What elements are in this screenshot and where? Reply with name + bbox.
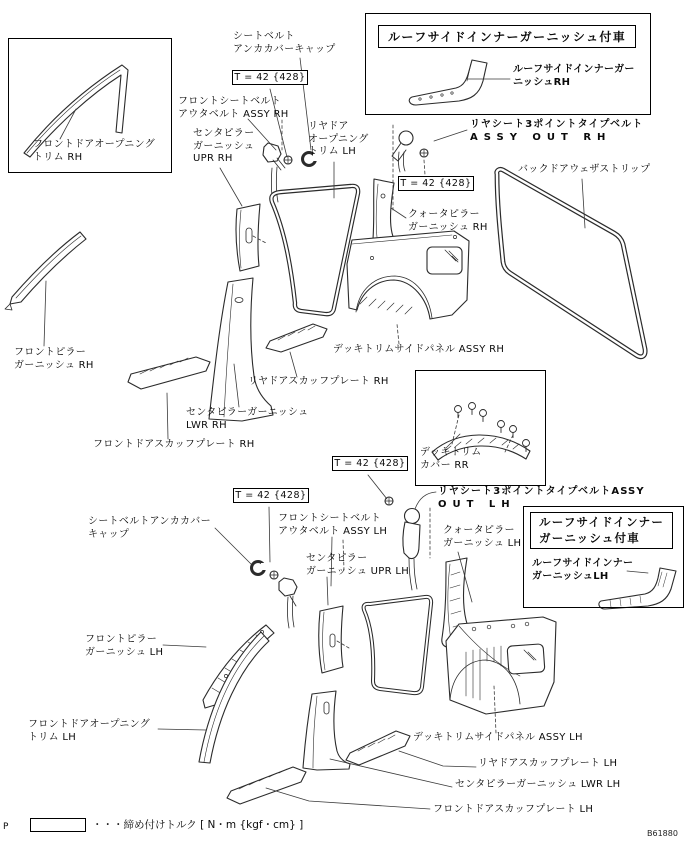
rear-door-scuff-plate-lh-drawing xyxy=(346,731,410,765)
label-roof-side-inner-garnish-lh: ルーフサイドインナー ガーニッシュLH xyxy=(532,558,634,582)
front-door-scuff-plate-lh-drawing xyxy=(227,767,306,804)
label-front-seatbelt-outer-belt-lh: フロントシートベルト アウタベルト ASSY LH xyxy=(278,513,388,537)
center-pillar-garnish-lwr-lh-drawing xyxy=(303,691,350,770)
figure-code: B61880 xyxy=(647,829,678,838)
torque-spec-box-2: T = 42 {428} xyxy=(398,176,474,191)
label-front-door-scuff-plate-rh: フロントドアスカッフプレート RH xyxy=(93,439,255,450)
label-roof-side-inner-garnish-rh: ルーフサイドインナーガー ニッシュRH xyxy=(513,64,635,88)
corner-mark: P xyxy=(3,822,9,832)
center-pillar-garnish-upr-rh-drawing xyxy=(236,204,260,271)
label-center-pillar-garnish-upr-lh: センタピラー ガーニッシュ UPR LH xyxy=(306,553,410,577)
rear-seat-belt-rh-drawing xyxy=(392,131,428,172)
label-front-door-opening-trim-lh: フロントドアオープニング トリム LH xyxy=(28,719,150,743)
label-rear-door-scuff-plate-rh: リヤドアスカッフプレート RH xyxy=(248,376,389,387)
back-door-weatherstrip-drawing xyxy=(497,169,645,356)
label-center-pillar-garnish-lwr-rh: センタピラーガーニッシュ LWR RH xyxy=(186,407,309,431)
roof-side-rh-section-title: ルーフサイドインナーガーニッシュ付車 xyxy=(378,25,636,48)
torque-spec-box-3: T = 42 {428} xyxy=(332,456,408,471)
deck-trim-side-panel-rh-drawing xyxy=(347,231,469,319)
label-back-door-weatherstrip: バックドアウェザストリップ xyxy=(518,164,651,175)
label-quarter-pillar-garnish-lh: クォータピラー ガーニッシュ LH xyxy=(443,525,522,549)
seatbelt-hardware-lh-drawing xyxy=(252,562,298,629)
label-front-pillar-garnish-rh: フロントピラー ガーニッシュ RH xyxy=(14,347,94,371)
label-seatbelt-anchor-cover-cap-lh: シートベルトアンカカバー キャップ xyxy=(88,516,211,540)
label-front-door-opening-trim-rh: フロントドアオープニング トリム RH xyxy=(33,139,155,163)
center-pillar-garnish-lwr-rh-drawing xyxy=(209,278,273,421)
label-seatbelt-anchor-cover-cap-rh: シートベルト アンカカバーキャップ xyxy=(233,31,336,55)
label-deck-trim-cover-rr: デッキトリム カバー RR xyxy=(420,447,482,471)
label-center-pillar-garnish-upr-rh: センタピラー ガーニッシュ UPR RH xyxy=(193,128,255,164)
rear-door-opening-trim-loop-lower-drawing xyxy=(364,597,432,693)
label-front-pillar-garnish-lh: フロントピラー ガーニッシュ LH xyxy=(85,634,164,658)
rear-door-opening-trim-loop-upper-drawing xyxy=(271,186,358,314)
label-front-door-scuff-plate-lh: フロントドアスカッフプレート LH xyxy=(433,804,594,815)
front-door-scuff-plate-rh-drawing xyxy=(128,357,210,389)
torque-legend xyxy=(30,817,303,832)
label-rear-seat-3point-belt-lh: リヤシート3ポイントタイプベルトASSY OUT LH xyxy=(438,486,645,510)
label-front-seatbelt-outer-belt-rh: フロントシートベルト アウタベルト ASSY RH xyxy=(178,96,289,120)
roof-side-garnish-lh-section-box xyxy=(523,506,684,608)
label-deck-trim-side-panel-rh: デッキトリムサイドパネル ASSY RH xyxy=(333,344,505,355)
torque-legend-text: ・・・締め付けトルク [ N・m {kgf・cm} ] xyxy=(92,819,304,831)
label-rear-door-scuff-plate-lh: リヤドアスカッフプレート LH xyxy=(478,758,618,769)
torque-spec-box-1: T = 42 {428} xyxy=(232,70,308,85)
label-center-pillar-garnish-lwr-lh: センタピラーガーニッシュ LWR LH xyxy=(455,779,621,790)
deck-trim-side-panel-lh-drawing xyxy=(446,617,556,714)
roof-side-lh-section-title: ルーフサイドインナー ガーニッシュ付車 xyxy=(530,512,673,549)
center-pillar-garnish-upr-lh-drawing xyxy=(319,606,343,673)
label-rear-door-opening-trim: リヤドア オープニング トリム LH xyxy=(308,121,369,157)
torque-symbol-box xyxy=(30,818,86,832)
torque-spec-box-4: T = 42 {428} xyxy=(233,488,309,503)
label-quarter-pillar-garnish-rh: クォータピラー ガーニッシュ RH xyxy=(408,209,488,233)
label-deck-trim-side-panel-lh: デッキトリムサイドパネル ASSY LH xyxy=(413,732,583,743)
rear-door-scuff-plate-rh-drawing xyxy=(266,324,327,352)
label-rear-seat-3point-belt-rh: リヤシート3ポイントタイプベルト ASSY OUT RH xyxy=(470,119,644,143)
